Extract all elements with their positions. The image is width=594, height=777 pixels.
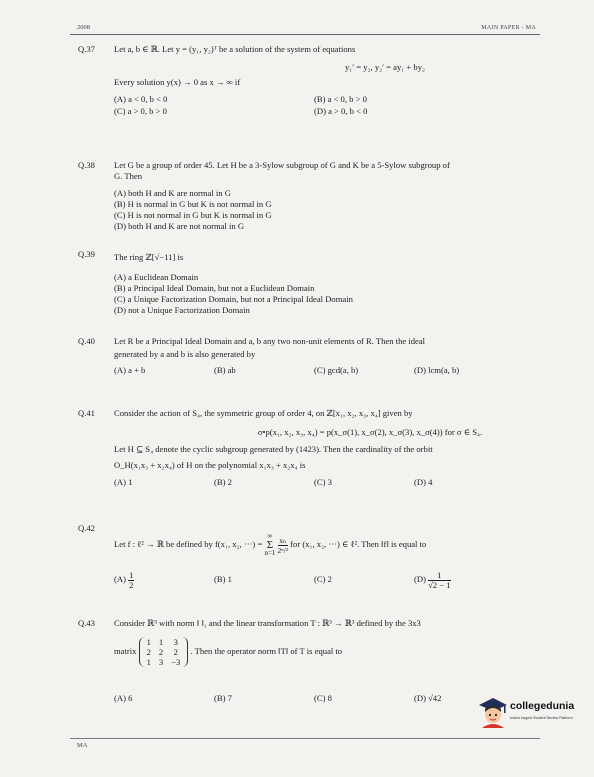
option-b[interactable]: (B) a < 0, b > 0 <box>314 94 367 104</box>
option-a[interactable]: (A) 6 <box>114 693 133 703</box>
option-a[interactable]: (A) both H and K are normal in G <box>114 188 231 198</box>
question-text: Let H ⊆ S₄ denote the cyclic subgroup generated by (1423). Then the cardinality of the orbit <box>114 444 433 454</box>
matrix-cell: −3 <box>171 657 181 668</box>
sum-lower: n=1 <box>264 549 276 558</box>
fraction-denominator: 2ⁿ/² <box>277 545 288 555</box>
option-d[interactable]: (D) √42 <box>414 693 442 703</box>
question-text: Let R be a Principal Ideal Domain and a, b any two non-unit elements of R. Then the ideal <box>114 336 426 346</box>
header-divider <box>70 34 540 35</box>
brand-tagline: India's largest Student Review Platform <box>510 716 573 720</box>
matrix-cell: 2 <box>146 647 151 658</box>
fraction-denominator: √2 − 1 <box>428 579 451 590</box>
header-year: 2008 <box>77 24 90 31</box>
option-b[interactable]: (B) 2 <box>214 477 232 487</box>
option-c[interactable]: (C) 8 <box>314 693 332 703</box>
question-text: Let G be a group of order 45. Let H be a 3-Sylow subgroup of G and K be a 5-Sylow subgroup of <box>114 160 450 170</box>
option-b[interactable]: (B) a Principal Ideal Domain, but not a Euclidean Domain <box>114 283 315 293</box>
summation <box>264 533 275 557</box>
question-text: G. Then <box>114 171 143 181</box>
question-text: Let a, b ∈ ℝ. Let y = (y₁, y₂)ᵀ be a solution of the system of equations <box>114 44 356 54</box>
question-text: . Then the operator norm ‖T‖ of T is equal to <box>190 646 343 656</box>
matrix-cell: 1 <box>146 657 151 668</box>
fraction <box>128 571 134 590</box>
question-number: Q.40 <box>78 336 95 346</box>
fraction <box>278 536 288 555</box>
equation: σ•p(x₁, x₂, x₃, x₄) = p(x_σ(1), x_σ(2), x_σ(3), x_σ(4)) for σ ∈ S₄. <box>257 427 483 437</box>
matrix-line <box>114 633 536 669</box>
option-d[interactable] <box>414 567 451 591</box>
option-a[interactable]: (A) 1 <box>114 477 133 487</box>
question-number: Q.38 <box>78 160 95 170</box>
sum-sign: Σ <box>266 539 274 552</box>
question-text: The ring ℤ[√−11] is <box>114 252 184 262</box>
footer-code: MA <box>77 742 88 749</box>
fraction <box>428 571 450 590</box>
option-a[interactable] <box>114 567 134 591</box>
option-a[interactable]: (A) a + b <box>114 365 146 375</box>
question-text-pre: Let f : ℓ² → ℝ be defined by f(x₁, x₂, ···) = <box>114 539 265 549</box>
question-text: generated by a and b is also generated by <box>114 349 256 359</box>
option-c[interactable]: (C) a > 0, b > 0 <box>114 106 167 116</box>
matrix-cell: 3 <box>173 637 178 648</box>
question-text-post: for (x₁, x₂, ···) ∈ ℓ². Then ‖f‖ is equal to <box>290 539 427 549</box>
sum-upper: ∞ <box>267 532 273 541</box>
matrix-cell: 3 <box>158 657 164 668</box>
option-a[interactable]: (A) a < 0, b < 0 <box>114 94 168 104</box>
question-number: Q.37 <box>78 44 95 54</box>
option-b[interactable]: (B) 1 <box>214 574 232 584</box>
question-text: O_H(x₁x₃ + x₂x₄) of H on the polynomial x₁x₃ + x₂x₄ is <box>114 460 306 470</box>
header-paper-title: MAIN PAPER - MA <box>481 25 536 31</box>
option-b[interactable]: (B) H is normal in G but K is not normal in G <box>114 199 272 209</box>
option-label: (A) <box>114 574 126 584</box>
question-text: Every solution y(x) → 0 as x → ∞ if <box>114 77 241 87</box>
option-d[interactable]: (D) lcm(a, b) <box>414 365 460 375</box>
graduate-icon <box>478 696 508 728</box>
option-label: (D) <box>414 574 426 584</box>
fraction-numerator: 1 <box>129 569 134 580</box>
option-c[interactable]: (C) H is not normal in G but K is normal in G <box>114 210 272 220</box>
matrix-cell: 1 <box>158 637 164 648</box>
matrix-cell: 2 <box>173 647 178 658</box>
matrix-cell: 2 <box>158 647 164 658</box>
question-text: Consider the action of S₄, the symmetric group of order 4, on ℤ[x₁, x₂, x₃, x₄] given by <box>114 408 413 418</box>
option-d[interactable]: (D) 4 <box>414 477 433 487</box>
question-number: Q.43 <box>78 618 95 628</box>
fraction-numerator: 1 <box>428 571 450 581</box>
equation: y₁′ = y₂, y₂′ = ay₁ + by₂ <box>344 62 426 72</box>
matrix-label: matrix <box>114 646 137 656</box>
matrix <box>139 637 189 667</box>
footer-divider <box>70 738 540 739</box>
question-number: Q.42 <box>78 523 95 533</box>
option-a[interactable]: (A) a Euclidean Domain <box>114 272 199 282</box>
option-c[interactable]: (C) a Unique Factorization Domain, but not a Principal Ideal Domain <box>114 294 353 304</box>
collegedunia-logo <box>478 694 583 732</box>
option-d[interactable]: (D) both H and K are not normal in G <box>114 221 245 231</box>
brand-name: collegedunia <box>510 700 575 712</box>
option-b[interactable]: (B) ab <box>214 365 236 375</box>
option-d[interactable]: (D) not a Unique Factorization Domain <box>114 305 250 315</box>
question-number: Q.39 <box>78 249 95 259</box>
matrix-cell: 1 <box>146 637 151 648</box>
option-b[interactable]: (B) 7 <box>214 693 232 703</box>
option-c[interactable]: (C) 2 <box>314 574 332 584</box>
option-c[interactable]: (C) 3 <box>314 477 332 487</box>
question-text: Consider ℝ³ with norm ‖ ‖₁ and the linear transformation T : ℝ³ → ℝ³ defined by the 3x3 <box>114 618 421 628</box>
fraction-numerator: xₙ <box>279 535 287 545</box>
question-text <box>114 531 536 557</box>
question-number: Q.41 <box>78 408 95 418</box>
fraction-denominator: 2 <box>129 579 134 590</box>
option-d[interactable]: (D) a > 0, b < 0 <box>314 106 368 116</box>
option-c[interactable]: (C) gcd(a, b) <box>314 365 359 375</box>
